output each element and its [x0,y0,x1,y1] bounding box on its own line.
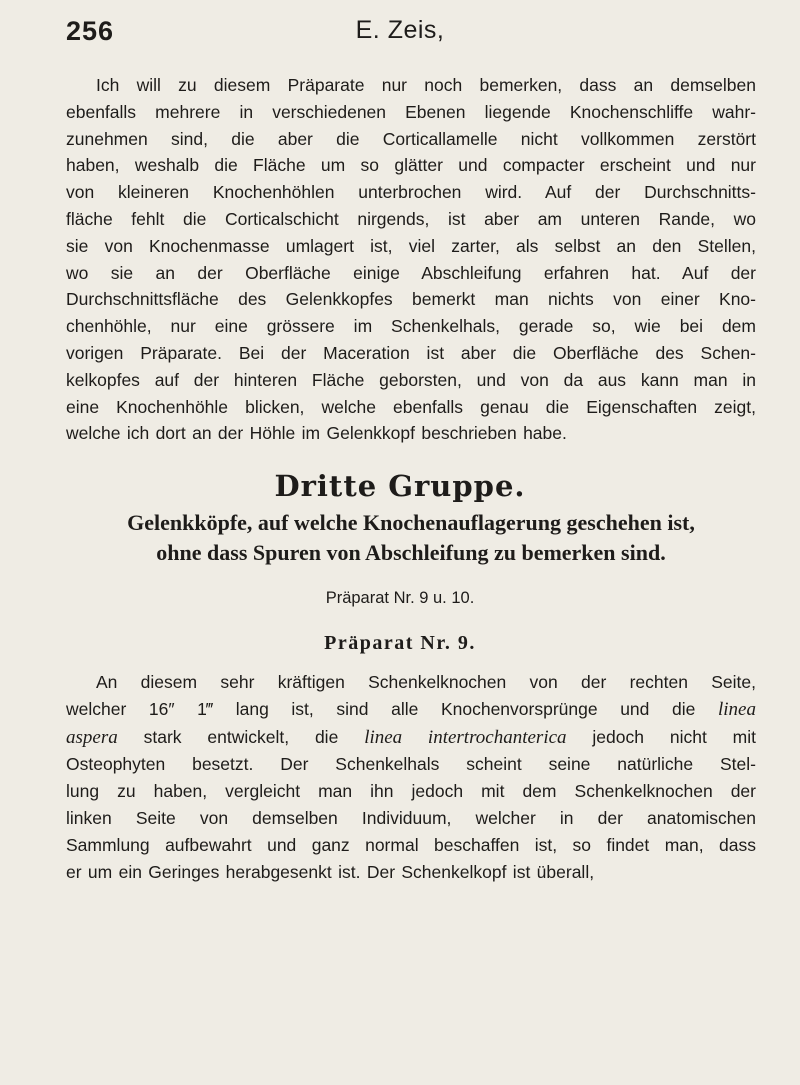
p1-line-9: Durchschnittsfläche des Gelenkkopfes bemerkt man nichts von einer Kno- [66,289,756,310]
p2-line-5: lung zu haben, vergleicht man ihn jedoch mit dem Schenkelknochen der [66,781,756,802]
p1-line-3: zunehmen sind, die aber die Corticallamelle nicht vollkommen zerstört [66,128,756,149]
p1-line-14: welche ich dort an der Höhle im Gelenkkopf beschrieben habe. [66,423,567,444]
p2-line-3: aspera stark entwickelt, die linea intertrochanterica jedoch nicht mit [66,726,756,748]
p1-line-2: ebenfalls mehrere in verschiedenen Ebenen liegende Knochenschliffe wahr- [66,101,756,122]
p2-line-8: er um ein Geringes herabgesenkt ist. Der Schenkelkopf ist überall, [66,861,595,882]
paragraph-1-text [66,72,756,447]
p1-line-1: Ich will zu diesem Präparate nur noch bemerken, dass an demselben [96,75,756,95]
paragraph-1 [66,72,756,447]
preparat-heading: Präparat Nr. 9. [324,632,476,654]
section-subtitle [66,508,756,568]
section-title: Dritte Gruppe. [274,469,526,503]
term-linea: linea [718,698,756,720]
term-aspera: aspera [66,726,118,748]
section-subtitle-line-2: ohne dass Spuren von Abschleifung zu bemerken sind. [156,540,666,565]
p1-line-11: vorigen Präparate. Bei der Maceration ist aber die Oberfläche des Schen- [66,342,756,363]
p2-line-2: welcher 16″ 1‴ lang ist, sind alle Knochenvorsprünge und die linea [66,698,756,720]
p2-line-6: linken Seite von demselben Individuum, welcher in der anatomischen [66,807,756,828]
p2-line-7: Sammlung aufbewahrt und ganz normal beschaffen ist, so findet man, dass [66,834,756,855]
term-linea-intertrochanterica: linea intertrochanterica [364,726,567,748]
section-subtitle-line-1: Gelenkköpfe, auf welche Knochenauflagerung geschehen ist, [127,510,695,535]
paragraph-2-text [66,669,756,885]
page-header [0,16,800,56]
running-head: E. Zeis, [355,16,445,44]
p1-line-12: kelkopfes auf der hinteren Fläche geborsten, und von da aus kann man in [66,369,756,390]
p1-line-10: chenhöhle, nur eine grössere im Schenkelhals, gerade so, wie bei dem [66,316,756,337]
p1-line-8: wo sie an der Oberfläche einige Abschleifung erfahren hat. Auf der [66,262,756,283]
specimen-list: Präparat Nr. 9 u. 10. [325,589,475,607]
p1-line-4: haben, weshalb die Fläche um so glätter und compacter erscheint und nur [66,155,756,176]
p2-line-1: An diesem sehr kräftigen Schenkelknochen von der rechten Seite, [96,672,756,692]
p1-line-5: von kleineren Knochenhöhlen unterbrochen wird. Auf der Durchschnitts- [66,182,756,203]
p2-line-4: Osteophyten besetzt. Der Schenkelhals scheint seine natürliche Stel- [66,754,756,775]
page-number: 256 [66,16,115,46]
p1-line-7: sie von Knochenmasse umlagert ist, viel zarter, als selbst an den Stellen, [66,235,756,256]
p1-line-13: eine Knochenhöhle blicken, welche ebenfalls genau die Eigenschaften zeigt, [66,396,756,417]
p1-line-6: fläche fehlt die Corticalschicht nirgends, ist aber am unteren Rande, wo [66,208,756,229]
paragraph-2 [66,669,756,885]
